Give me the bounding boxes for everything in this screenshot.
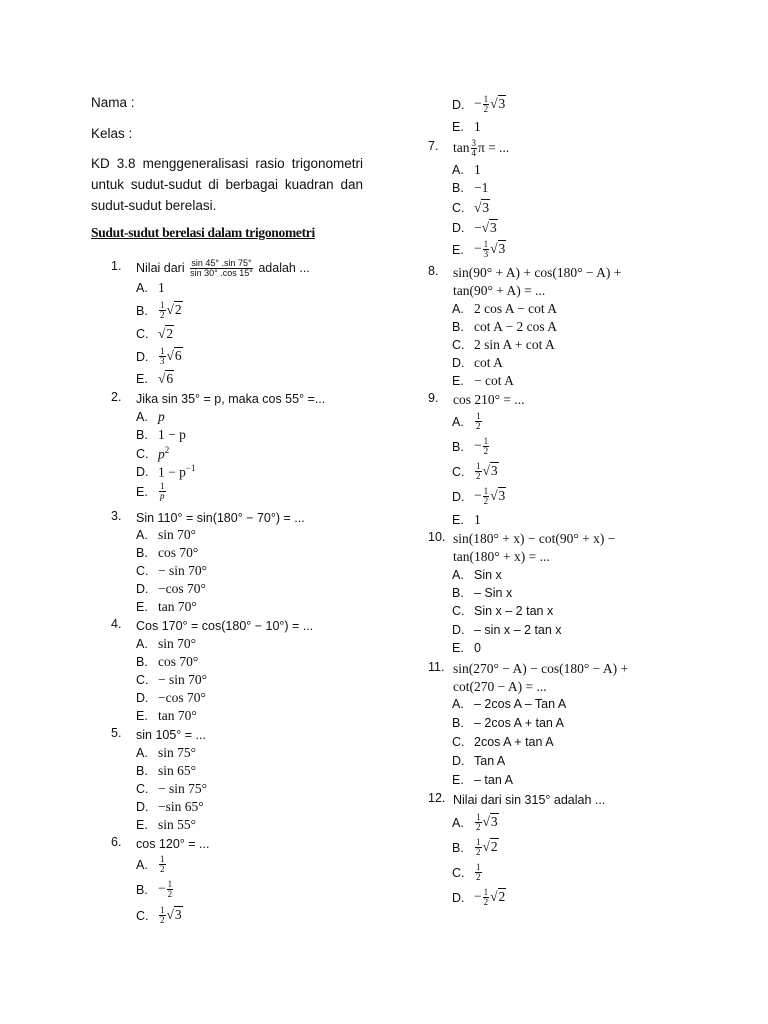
option-12d[interactable]: D. − $\frac{1}{2}$ √2 xyxy=(452,887,506,907)
option-8a[interactable]: A. 2 cos A − cot A xyxy=(452,301,557,316)
option-11c[interactable]: C. 2cos A + tan A xyxy=(452,735,554,749)
option-1a[interactable]: A. 1 xyxy=(136,280,165,295)
option-10e[interactable]: E. 0 xyxy=(452,641,481,655)
option-10b[interactable]: B. – Sin x xyxy=(452,586,513,600)
option-11e[interactable]: E. – tan A xyxy=(452,773,513,787)
option-10a[interactable]: A. Sin x xyxy=(452,568,502,582)
question-7: 7. tan $\frac{3}{4}$ π = ... xyxy=(428,138,510,159)
option-2c[interactable]: C. $p^2$ xyxy=(136,445,170,462)
option-12c[interactable]: C. $\frac{1}{2}$ xyxy=(452,862,481,882)
option-7b[interactable]: B. −1 xyxy=(452,180,489,195)
option-8e[interactable]: E. − cot A xyxy=(452,373,514,388)
option-11b[interactable]: B. – 2cos A + tan A xyxy=(452,716,565,730)
option-3d[interactable]: D. −cos 70° xyxy=(136,581,206,596)
option-5b[interactable]: B. sin 65° xyxy=(136,763,197,778)
option-6a[interactable]: A. $\frac{1}{2}$ xyxy=(136,854,165,874)
option-4b[interactable]: B. cos 70° xyxy=(136,654,199,669)
question-8: 8. sin(90° + A) + cos(180° − A) + tan(90° + A) = ... xyxy=(428,264,622,298)
question-6: 6. cos 120° = ... xyxy=(111,835,210,851)
question-2: 2. Jika sin 35° = p, maka cos 55° =... xyxy=(111,390,326,406)
competency-text: KD 3.8 menggeneralisasi rasio trigonometri untuk sudut-sudut di berbagai kuadran dan sudut-sudut berelasi. xyxy=(91,156,363,213)
question-12: 12. Nilai dari sin 315° adalah ... xyxy=(428,791,606,807)
option-6c[interactable]: C. $\frac{1}{2}$ √3 xyxy=(136,905,182,925)
option-7c[interactable]: C. √3 xyxy=(452,200,490,215)
option-12b[interactable]: B. $\frac{1}{2}$ √2 xyxy=(452,837,498,857)
option-2a[interactable]: A. p xyxy=(136,409,165,424)
option-4c[interactable]: C. − sin 70° xyxy=(136,672,208,687)
option-3e[interactable]: E. tan 70° xyxy=(136,599,197,614)
option-4e[interactable]: E. tan 70° xyxy=(136,708,197,723)
question-3: 3. Sin 110° = sin(180° − 70°) = ... xyxy=(111,509,305,525)
option-2b[interactable]: B. 1 − p xyxy=(136,427,186,442)
question-11: 11. sin(270° − A) − cos(180° − A) + cot(270 − A) = ... xyxy=(428,660,629,694)
option-9d[interactable]: D. − $\frac{1}{2}$ √3 xyxy=(452,486,506,506)
name-label: Nama : xyxy=(91,95,135,110)
option-1e[interactable]: E. √6 xyxy=(136,371,174,386)
option-8b[interactable]: B. cot A − 2 cos A xyxy=(452,319,557,334)
option-9c[interactable]: C. $\frac{1}{2}$ √3 xyxy=(452,461,498,481)
option-8d[interactable]: D. cot A xyxy=(452,355,503,370)
option-5a[interactable]: A. sin 75° xyxy=(136,745,197,760)
option-9a[interactable]: A. $\frac{1}{2}$ xyxy=(452,411,481,431)
question-1: 1. Nilai dari $\frac{\sin 45^\circ .\sin 75^\circ}{\sin 30^\circ .\cos 15^\circ}$ adalah ... xyxy=(111,258,310,279)
option-3b[interactable]: B. cos 70° xyxy=(136,545,199,560)
option-4a[interactable]: A. sin 70° xyxy=(136,636,197,651)
option-2e[interactable]: E. $\frac{1}{p}$ xyxy=(136,481,165,501)
question-5: 5. sin 105° = ... xyxy=(111,726,206,742)
option-1c[interactable]: C. √2 xyxy=(136,326,174,341)
question-9: 9. cos 210° = ... xyxy=(428,391,525,407)
class-label: Kelas : xyxy=(91,126,133,141)
option-7a[interactable]: A. 1 xyxy=(452,162,481,177)
option-11a[interactable]: A. – 2cos A – Tan A xyxy=(452,697,567,711)
option-1d[interactable]: D. $\frac{1}{3}$ √6 xyxy=(136,346,182,366)
option-7e[interactable]: E. − $\frac{1}{3}$ √3 xyxy=(452,239,506,259)
option-5c[interactable]: C. − sin 75° xyxy=(136,781,208,796)
option-8c[interactable]: C. 2 sin A + cot A xyxy=(452,337,555,352)
option-9e[interactable]: E. 1 xyxy=(452,512,481,527)
option-5d[interactable]: D. −sin 65° xyxy=(136,799,204,814)
option-3a[interactable]: A. sin 70° xyxy=(136,527,197,542)
option-7d[interactable]: D. −√3 xyxy=(452,220,497,235)
option-4d[interactable]: D. −cos 70° xyxy=(136,690,206,705)
option-11d[interactable]: D. Tan A xyxy=(452,754,506,768)
section-title: Sudut-sudut berelasi dalam trigonometri xyxy=(91,225,315,240)
option-6d[interactable]: D. − $\frac{1}{2}$ √3 xyxy=(452,94,506,114)
question-10: 10. sin(180° + x) − cot(90° + x) − tan(180° + x) = ... xyxy=(428,530,616,564)
option-3c[interactable]: C. − sin 70° xyxy=(136,563,208,578)
option-2d[interactable]: D. $1 - p^{-1}$ xyxy=(136,463,196,480)
option-12a[interactable]: A. $\frac{1}{2}$ √3 xyxy=(452,812,498,832)
option-5e[interactable]: E. sin 55° xyxy=(136,817,197,832)
question-4: 4. Cos 170° = cos(180° − 10°) = ... xyxy=(111,617,314,633)
option-10d[interactable]: D. – sin x – 2 tan x xyxy=(452,623,562,637)
option-10c[interactable]: C. Sin x – 2 tan x xyxy=(452,604,554,618)
option-9b[interactable]: B. − $\frac{1}{2}$ xyxy=(452,436,489,456)
option-6e[interactable]: E. 1 xyxy=(452,119,481,134)
option-6b[interactable]: B. − $\frac{1}{2}$ xyxy=(136,879,173,899)
option-1b[interactable]: B. $\frac{1}{2}$ √2 xyxy=(136,300,182,320)
